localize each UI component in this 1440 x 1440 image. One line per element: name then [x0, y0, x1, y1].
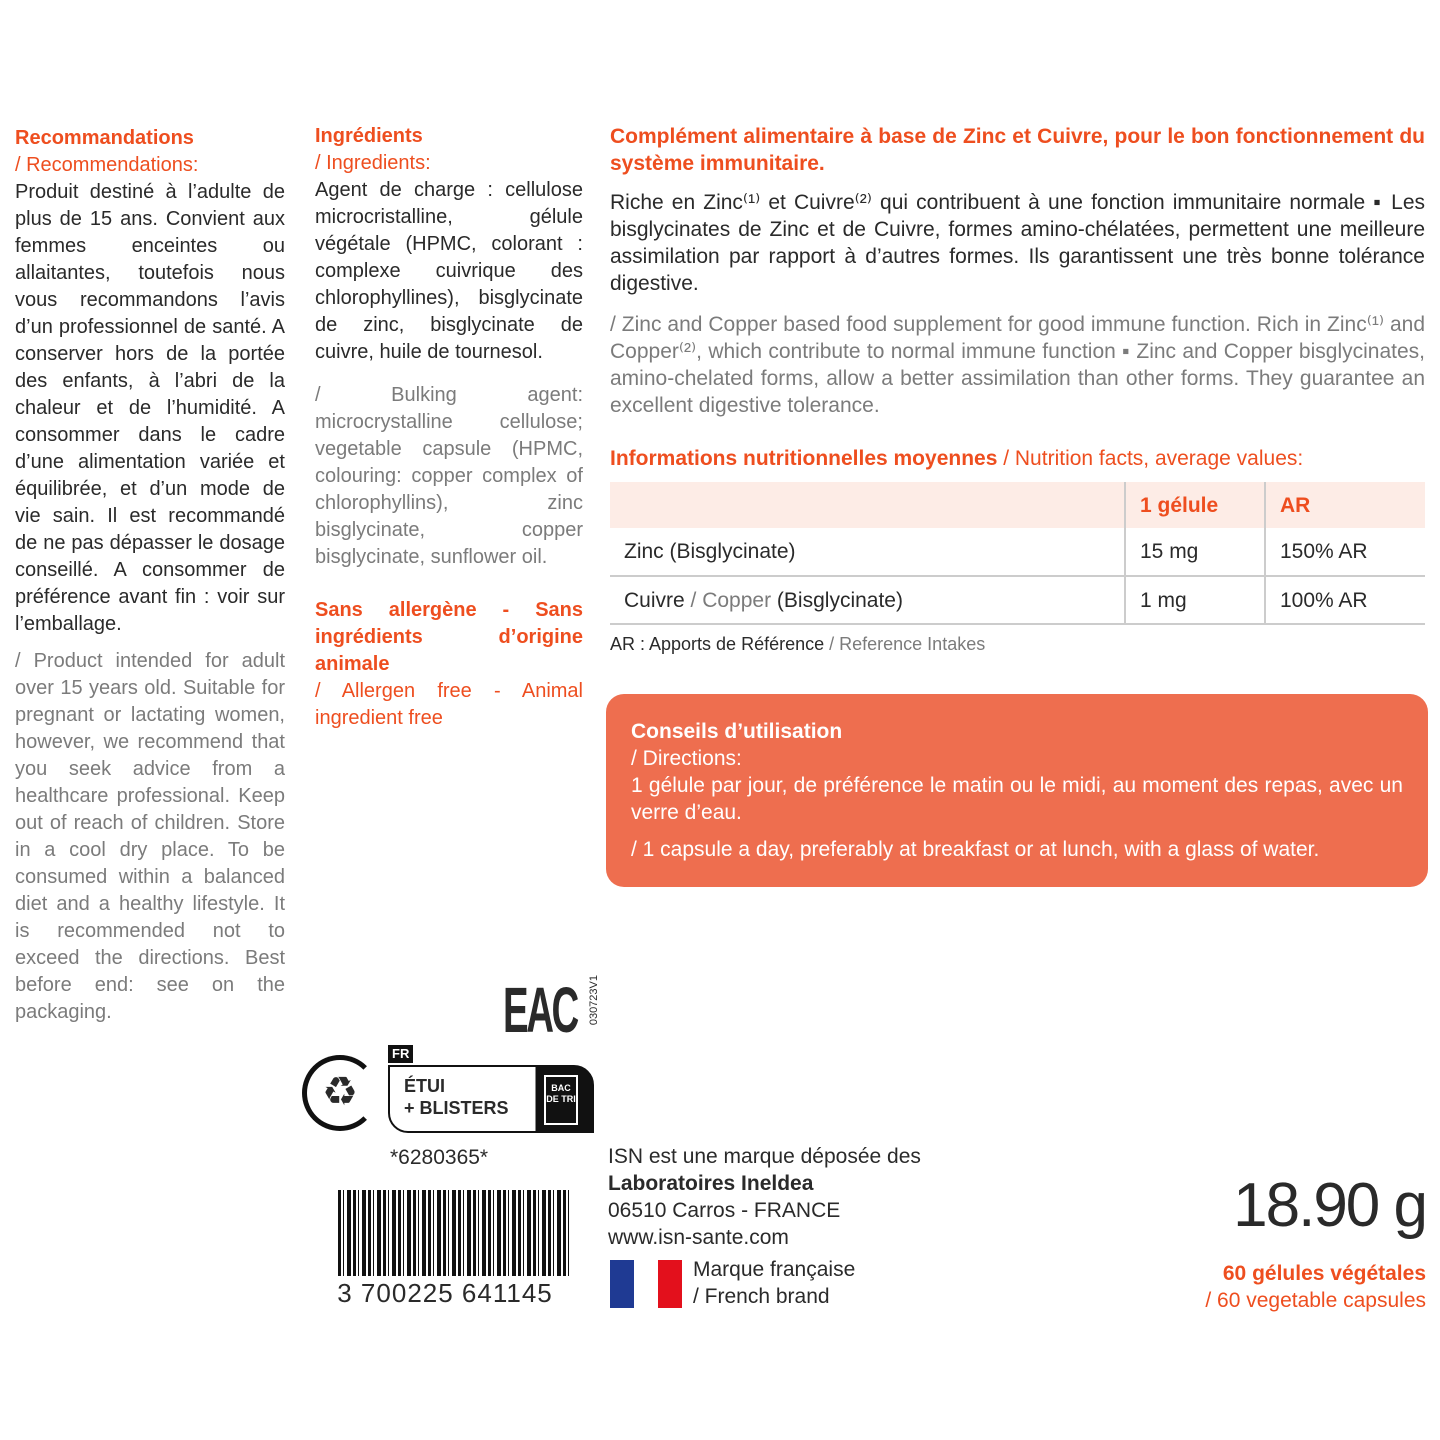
table-header-row — [610, 482, 1425, 528]
recommendations-column — [15, 125, 285, 1036]
ingredients-text-fr: Agent de charge : cellulose microcristalline, gélule végétale (HPMC, colorant : complexe cuivrique des chlorophyllines), bisglycinate de zinc, bisglycinate de cuivre, huile de tournesol. — [315, 179, 583, 363]
nutrient-name: Cuivre / Copper (Bisglycinate) — [610, 576, 1125, 624]
bin-icon: BAC DE TRI — [544, 1075, 578, 1125]
ingredients-title: Ingrédients — [315, 125, 423, 147]
directions-title-en: / Directions: — [631, 747, 742, 770]
nutrition-table — [610, 482, 1425, 625]
recommendations-title-en: / Recommendations: — [15, 154, 199, 176]
table-row — [610, 528, 1425, 576]
nutrient-ar: 150% AR — [1265, 528, 1425, 576]
net-weight: 18.90 g — [1233, 1171, 1426, 1240]
nutrition-title-en: / Nutrition facts, average values: — [997, 447, 1304, 470]
barcode — [338, 1190, 570, 1276]
directions-box — [606, 694, 1428, 887]
triman-icon: ♻ — [302, 1055, 378, 1131]
allergen-en: / Allergen free - Animal ingredient free — [315, 680, 583, 729]
eac-logo: EAC — [503, 974, 577, 1046]
recommendations-text-fr: Produit destiné à l’adulte de plus de 15 ans. Convient aux femmes enceintes ou allaitantes, toutefois nous vous recommandons l’avis d’un professionnel de santé. A conserver hors de la portée des enfants, à l’abri de la chaleur et de l’humidité. A consommer dans le cadre d’une alimentation variée et équilibrée, et d’un mode de vie sain. Il est recommandé de ne pas dépasser le dosage conseillé. A consommer de préférence avant fin : voir sur l’emballage. — [15, 181, 285, 635]
directions-text-en: / 1 capsule a day, preferably at breakfast or at lunch, with a glass of water. — [631, 838, 1320, 861]
allergen-title: Sans allergène - Sans ingrédients d’origine animale — [315, 599, 583, 675]
nutrient-dose: 1 mg — [1125, 576, 1265, 624]
ingredients-text-en: / Bulking agent: microcrystalline cellulose; vegetable capsule (HPMC, colouring: copper complex of chlorophyllins), zinc bisglycinate, copper bisglycinate, sunflower oil. — [315, 384, 583, 568]
nutrient-name: Zinc (Bisglycinate) — [610, 528, 1125, 576]
nutrient-ar: 100% AR — [1265, 576, 1425, 624]
nutrition-note: AR : Apports de Référence / Reference Intakes — [610, 634, 986, 654]
recommendations-text-en: / Product intended for adult over 15 years old. Suitable for pregnant or lactating women, however, we recommend that you seek advice from a healthcare professional. Keep out of reach of children. Store in a cool dry place. To be consumed within a balanced diet and a healthy lifestyle. It is recommended not to exceed the directions. Best before end: see on the packaging. — [15, 650, 285, 1023]
website-link[interactable]: www.isn-sante.com — [608, 1226, 789, 1249]
barcode-number: 3 700225 641145 — [320, 1278, 570, 1308]
ingredients-column — [315, 123, 583, 732]
french-brand: Marque française / French brand — [693, 1258, 856, 1308]
recommendations-title: Recommandations — [15, 127, 194, 149]
description-fr: Riche en Zinc⁽¹⁾ et Cuivre⁽²⁾ qui contribuent à une fonction immunitaire normale ▪ Les bisglycinates de Zinc et de Cuivre, formes amino-chélatées, permettent une meilleure assimilation par rapport à d’autres formes. Ils garantissent une très bonne tolérance digestive. — [610, 191, 1425, 295]
nutrition-title — [610, 445, 1425, 472]
eac-code: 030723V1 — [588, 975, 600, 1026]
capsule-count: 60 gélules végétales / 60 vegetable capsules — [1205, 1262, 1426, 1312]
main-column — [610, 123, 1425, 887]
nutrient-dose: 15 mg — [1125, 528, 1265, 576]
ingredients-title-en: / Ingredients: — [315, 152, 431, 174]
directions-title: Conseils d’utilisation — [631, 720, 843, 743]
sorting-info — [388, 1065, 594, 1133]
french-flag-icon — [610, 1260, 682, 1308]
description-en: / Zinc and Copper based food supplement for good immune function. Rich in Zinc⁽¹⁾ and Copper⁽²⁾, which contribute to normal immune function ▪ Zinc and Copper bisglycinates, amino-chelated forms, allow a better assimilation than other forms. They guarantee an excellent digestive tolerance. — [610, 313, 1425, 417]
product-title: Complément alimentaire à base de Zinc et Cuivre, pour le bon fonctionnement du système immunitaire. — [610, 125, 1425, 175]
directions-text-fr: 1 gélule par jour, de préférence le matin ou le midi, au moment des repas, avec un verre d’eau. — [631, 774, 1403, 824]
product-code: *6280365* — [390, 1146, 489, 1169]
table-row — [610, 576, 1425, 624]
fr-label: FR — [388, 1045, 413, 1063]
header-cell — [610, 482, 1125, 528]
sorting-text: ÉTUI + BLISTERS — [404, 1076, 509, 1118]
header-cell: AR — [1265, 482, 1425, 528]
brand-info: ISN est une marque déposée des Laboratoires Ineldea 06510 Carros - FRANCE www.isn-sante.com — [608, 1145, 921, 1249]
nutrition-title-fr: Informations nutritionnelles moyennes — [610, 447, 998, 470]
header-cell: 1 gélule — [1125, 482, 1265, 528]
